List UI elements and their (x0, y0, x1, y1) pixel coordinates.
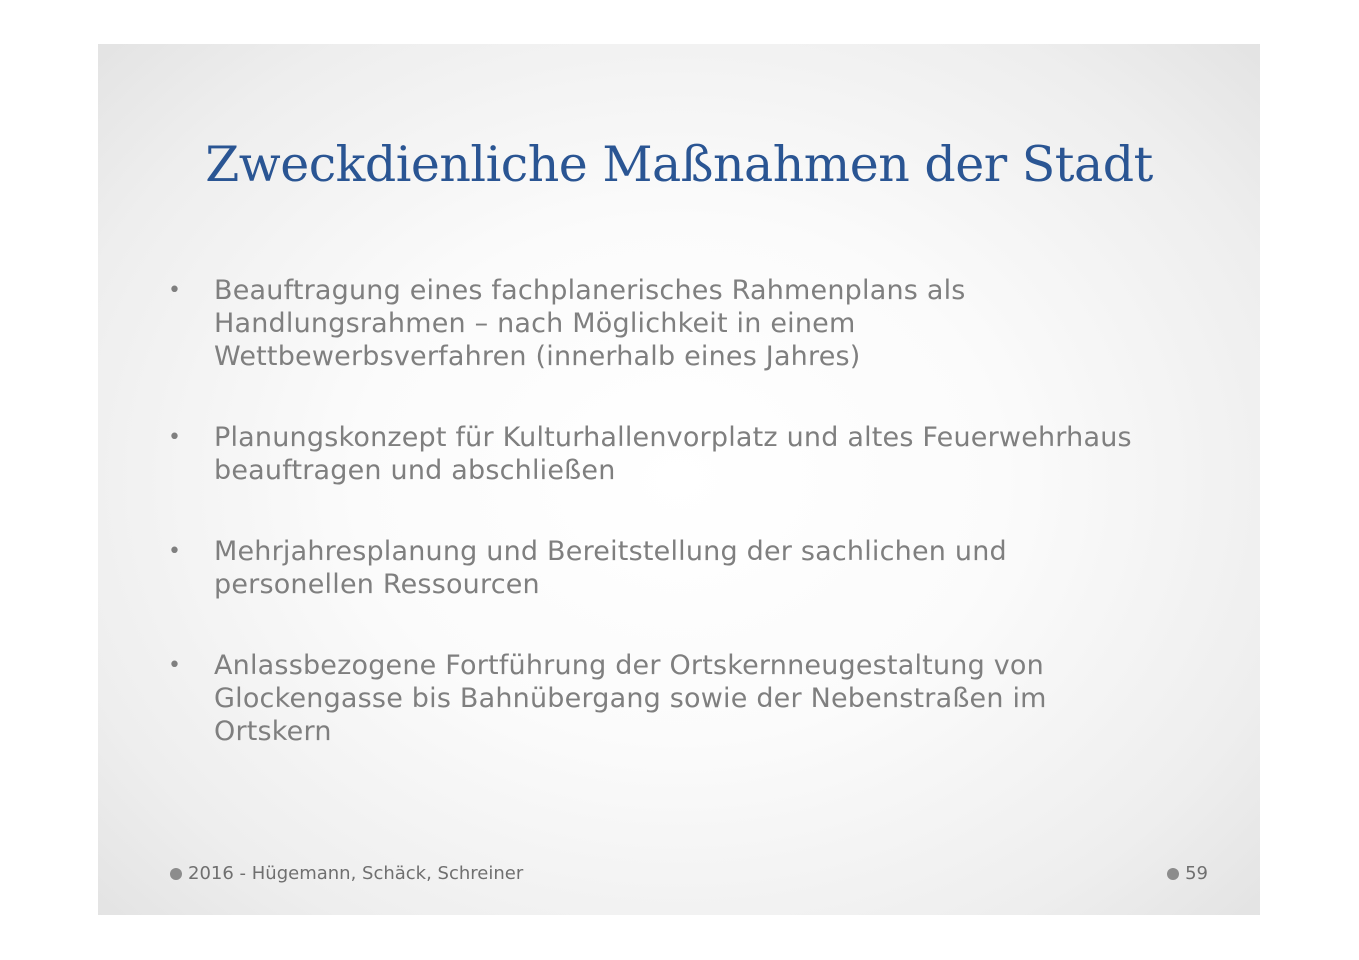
bullet-text: Beauftragung eines fachplanerisches Rahmenplans als Handlungsrahmen – nach Möglichkeit in einem Wettbewerbsverfahren (innerhalb eines Jahres) (214, 275, 966, 372)
bullet-marker: • (168, 425, 182, 450)
page-number-text: 59 (1185, 863, 1208, 884)
bullet-item (168, 274, 1228, 373)
bullet-text: Mehrjahresplanung und Bereitstellung der sachlichen und personellen Ressourcen (214, 536, 1007, 600)
footer-credit-text: 2016 - Hügemann, Schäck, Schreiner (188, 863, 524, 884)
bullet-marker: • (168, 539, 182, 564)
bullet-marker: • (168, 278, 182, 303)
footer-dot-icon (170, 868, 182, 880)
footer-credit (170, 863, 523, 884)
bullet-item (168, 649, 1228, 748)
slide-title: Zweckdienliche Maßnahmen der Stadt (205, 136, 1153, 193)
bullet-item (168, 421, 1228, 487)
footer-dot-icon (1167, 868, 1179, 880)
footer-page-number (1167, 863, 1208, 884)
bullet-list (168, 274, 1228, 796)
bullet-text: Anlassbezogene Fortführung der Ortskernneugestaltung von Glockengasse bis Bahnübergang sowie der Nebenstraßen im Ortskern (214, 650, 1047, 747)
bullet-item (168, 535, 1228, 601)
bullet-marker: • (168, 653, 182, 678)
bullet-text: Planungskonzept für Kulturhallenvorplatz und altes Feuerwehrhaus beauftragen und abschließen (214, 422, 1132, 486)
presentation-slide (98, 44, 1260, 915)
